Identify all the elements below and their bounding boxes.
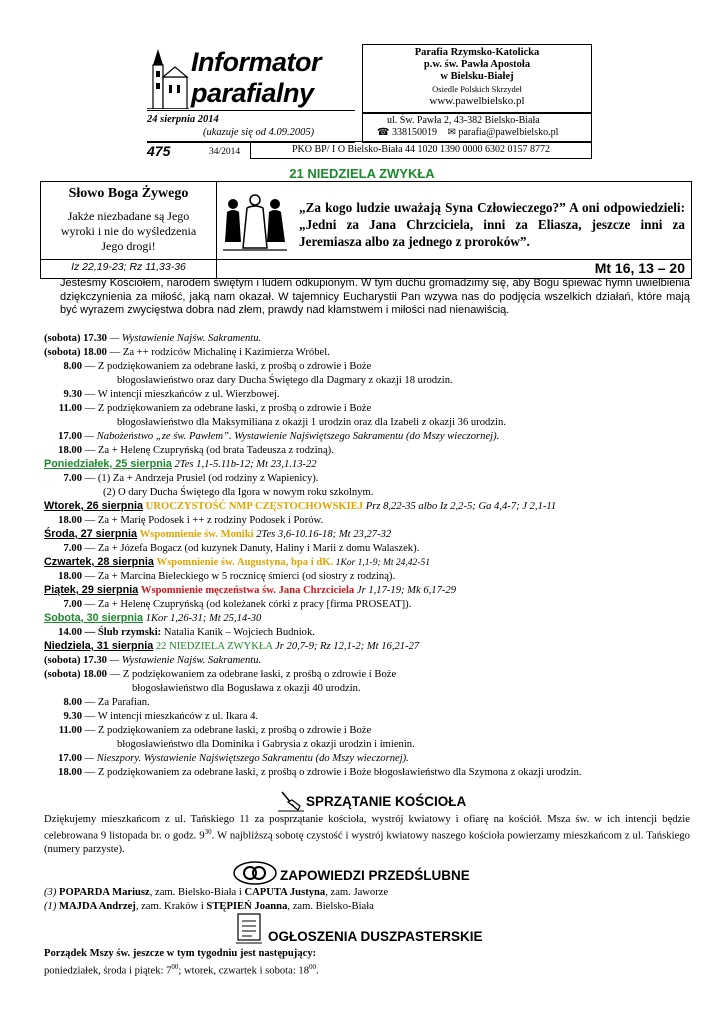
day-row-wednesday: Środa, 27 sierpnia Wspomnienie św. Moniki 2Tes 3,6-10.16-18; Mt 23,27-32 bbox=[44, 528, 392, 540]
email-link[interactable]: parafia@pawelbielsko.pl bbox=[458, 127, 559, 138]
issue-number: 475 bbox=[147, 143, 171, 159]
day-row-friday: Piątek, 29 sierpnia Wspomnienie męczeństwa św. Jana Chrzciciela Jr 1,17-19; Mk 6,17-29 bbox=[44, 584, 457, 596]
word-reference: Iz 22,19-23; Rz 11,33-36 bbox=[71, 261, 186, 273]
parish-estate: Osiedle Polskich Skrzydeł bbox=[432, 84, 522, 94]
schedule-row: 14.00 — Ślub rzymski: Natalia Kanik – Wojciech Budniok. bbox=[58, 627, 315, 638]
schedule-row-cont: błogosławieństwo dla Maksymiliana z okazji 1 urodzin oraz dla Izabeli z okazji 36 urodzin. bbox=[117, 417, 506, 428]
broom-icon bbox=[278, 790, 304, 812]
title-line1: Informator bbox=[191, 47, 321, 77]
schedule-row: (sobota) 18.00 — Za ++ rodziców Michalinę i Kazimierza Wróbel. bbox=[44, 347, 330, 358]
day-row-saturday: Sobota, 30 sierpnia 1Kor 1,26-31; Mt 25,14-30 bbox=[44, 612, 262, 624]
parish-name2: p.w. św. Pawła Apostoła bbox=[423, 59, 531, 70]
parish-name1: Parafia Rzymsko-Katolicka bbox=[414, 47, 540, 58]
announcements-heading: OGŁOSZENIA DUSZPASTERSKIE bbox=[268, 929, 483, 944]
schedule-row: 9.30 — W intencji mieszkańców z ul. Wierzbowej. bbox=[63, 389, 280, 400]
cleaning-heading: SPRZĄTANIE KOŚCIOŁA bbox=[306, 794, 467, 809]
email-icon: ✉ bbox=[447, 127, 456, 138]
schedule-row-cont: błogosławieństwo dla Bogusława z okazji 40 urodzin. bbox=[132, 683, 361, 694]
issue-date: 24 sierpnia 2014 bbox=[147, 114, 219, 125]
day-row-sunday: Niedziela, 31 sierpnia 22 NIEDZIELA ZWYKŁA Jr 20,7-9; Rz 12,1-2; Mt 16,21-27 bbox=[44, 640, 420, 652]
schedule-row-cont: błogosławieństwo dla Dominika i Gabrysia z okazji urodzin i imienin. bbox=[117, 739, 415, 750]
day-row-tuesday: Wtorek, 26 sierpnia UROCZYSTOŚĆ NMP CZĘSTOCHOWSKIEJ Prz 8,22-35 albo Iz 2,2-5; Ga 4,4-7; J 2,1-11 bbox=[44, 500, 557, 512]
wedding-rings-icon bbox=[232, 860, 278, 886]
intro-paragraph: Jesteśmy Kościołem, narodem świętym i ludem odkupionym. W tym duchu gromadzimy się, aby Bogu śpiewać hymn uwielbienia dziękczynienia za miłość, jaką nam okazał. W tajemnicy Eucharystii Pan wzywa nas do podjęcia wszelkich działań, które mają być wyrazem zwycięstwa dobra nad złem, prawdy nad kłamstwem i miłości nad nienawiścią. bbox=[60, 277, 690, 316]
schedule-row: 9.30 — W intencji mieszkańców z ul. Ikara 4. bbox=[63, 711, 259, 722]
banns-entry: (3) POPARDA Mariusz, zam. Bielsko-Biała i CAPUTA Justyna, zam. Jaworze bbox=[44, 887, 389, 898]
word-text: Jakże niezbadane są Jego wyroki i nie do wyśledzenia Jego drogi! bbox=[60, 209, 197, 253]
schedule-row: (sobota) 18.00 — Z podziękowaniem za odebrane łaski, z prośbą o zdrowie i Boże bbox=[44, 669, 397, 680]
parish-name3: w Bielsku-Białej bbox=[440, 71, 514, 82]
announcement-line: poniedziałek, środa i piątek: $7^{00}$; wtorek, czwartek i sobota: $18^{00}$. bbox=[44, 963, 319, 977]
schedule-row: 7.00 — Za + Józefa Bogacz (od kuzynek Danuty, Haliny i Marii z domu Walaszek). bbox=[63, 543, 420, 554]
word-heading: Słowo Boga Żywego bbox=[68, 186, 189, 201]
issue-code: 34/2014 bbox=[209, 147, 241, 157]
announcement-line: Porządek Mszy św. jeszcze w tym tygodniu jest następujący: bbox=[44, 948, 317, 959]
cleaning-text: Dziękujemy mieszkańcom z ul. Tańskiego 11 za posprzątanie kościoła, wystrój kwiatowy i ofiarę na kościół. Msza św. w ich intencji będzie celebrowana 9 listopada br. o godz. $9^{30}$. W najbliższą sobotę czystość i wystrój kwiatowy naszego kościoła powierzamy mieszkańcom z ul. Tańskiego (numery parzyste). bbox=[44, 813, 690, 855]
schedule-row: 11.00 — Z podziękowaniem za odebrane łaski, z prośbą o zdrowie i Boże bbox=[58, 403, 372, 414]
schedule-row: 11.00 — Z podziękowaniem za odebrane łaski, z prośbą o zdrowie i Boże bbox=[58, 725, 372, 736]
banns-entry: (1) MAJDA Andrzej, zam. Kraków i STĘPIEŃ Joanna, zam. Bielsko-Biała bbox=[44, 901, 374, 912]
schedule-row: 8.00 — Z podziękowaniem za odebrane łaski, z prośbą o zdrowie i Boże bbox=[63, 361, 372, 372]
bank-account: PKO BP/ I O Bielsko-Biała 44 1020 1390 0000 6302 0157 8772 bbox=[250, 141, 592, 159]
schedule-row: 18.00 — Za + Marcina Bieleckiego w 5 rocznicę śmierci (od siostry z rodziną). bbox=[58, 571, 396, 582]
schedule-row: 17.00 — Nabożeństwo „ze św. Pawłem”. Wystawienie Najświętszego Sakramentu (do Mszy wieczornej). bbox=[58, 431, 500, 442]
schedule-row: 18.00 — Za + Helenę Czupryńską (od brata Tadeusza z rodziną). bbox=[58, 445, 334, 456]
sunday-title: 21 NIEDZIELA ZWYKŁA bbox=[289, 166, 435, 181]
parish-address: ul. Św. Pawła 2, 43-382 Bielsko-Biała bbox=[387, 115, 540, 126]
title-line2: parafialny bbox=[191, 78, 314, 108]
schedule-row: 17.00 — Nieszpory. Wystawienie Najświętszego Sakramentu (do Mszy wieczornej). bbox=[58, 753, 409, 764]
banns-heading: ZAPOWIEDZI PRZEDŚLUBNE bbox=[280, 868, 470, 883]
website-link[interactable]: www.pawelbielsko.pl bbox=[429, 95, 525, 107]
day-row-monday: Poniedziałek, 25 sierpnia 2Tes 1,1-5.11b-12; Mt 23,1.13-22 bbox=[44, 458, 317, 470]
schedule-row: 7.00 — Za + Helenę Czupryńską (od koleżanek córki z pracy [firma PROSEAT]). bbox=[63, 599, 412, 610]
since-date: (ukazuje się od 4.09.2005) bbox=[203, 127, 315, 138]
schedule-row: 18.00 — Z podziękowaniem za odebrane łaski, z prośbą o zdrowie i Boże błogosławieństwo dla Szymona z okazji urodzin. bbox=[58, 767, 582, 778]
schedule-row-cont: (2) O dary Ducha Świętego dla Igora w nowym roku szkolnym. bbox=[103, 487, 374, 498]
phone-icon: ☎ bbox=[377, 127, 390, 138]
schedule-row: (sobota) 17.30 — Wystawienie Najśw. Sakramentu. bbox=[44, 655, 262, 666]
notice-board-icon bbox=[236, 912, 262, 944]
word-box bbox=[40, 181, 692, 279]
jesus-apostles-icon bbox=[223, 190, 287, 254]
gospel-reference: Mt 16, 13 – 20 bbox=[594, 260, 685, 276]
parish-phone: 338150019 bbox=[391, 127, 437, 138]
schedule-row: (sobota) 17.30 — Wystawienie Najśw. Sakramentu. bbox=[44, 333, 262, 344]
contact-box bbox=[362, 112, 592, 143]
gospel-quote: „Za kogo ludzie uważają Syna Człowieczego?” A oni odpowiedzieli: „Jedni za Jana Chrzciciela, inni za Eliasza, jeszcze inni za Jeremiasza albo za jednego z proroków”. bbox=[299, 200, 685, 249]
schedule-row: 18.00 — Za + Marię Podosek i ++ z rodziny Podosek i Porów. bbox=[58, 515, 324, 526]
schedule-row: 8.00 — Za Parafian. bbox=[63, 697, 150, 708]
schedule-row: 7.00 — (1) Za + Andrzeja Prusiel (od rodziny z Wapienicy). bbox=[63, 473, 319, 484]
day-row-thursday: Czwartek, 28 sierpnia Wspomnienie św. Augustyna, bpa i dK. 1Kor 1,1-9; Mt 24,42-51 bbox=[44, 556, 430, 568]
church-logo-icon bbox=[147, 47, 189, 109]
schedule-row-cont: błogosławieństwo oraz dary Ducha Świętego dla Dagmary z okazji 18 urodzin. bbox=[117, 375, 453, 386]
parish-box bbox=[362, 44, 592, 114]
